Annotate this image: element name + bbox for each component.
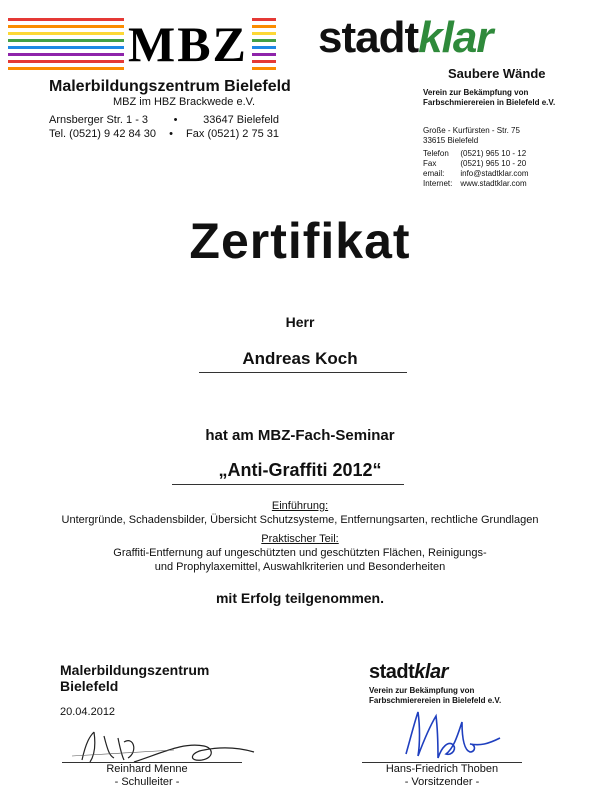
stadtklar-verein: Verein zur Bekämpfung von Farbschmierereien in Bielefeld e.V. bbox=[423, 88, 556, 107]
left-signer-role: - Schulleiter - bbox=[114, 776, 180, 788]
contact-row bbox=[423, 149, 537, 159]
footer-left-org bbox=[60, 662, 260, 694]
mbz-city: 33647 Bielefeld bbox=[203, 114, 279, 126]
contact-label: Telefon bbox=[423, 149, 449, 158]
mbz-address bbox=[49, 113, 279, 141]
contact-row bbox=[423, 169, 537, 179]
mbz-name: Malerbildungszentrum Bielefeld bbox=[49, 78, 291, 95]
stadtklar-logo-a: stadt bbox=[318, 13, 419, 62]
contact-label: Internet: bbox=[423, 179, 453, 188]
footer-stadtklar-logo bbox=[369, 660, 448, 684]
stadtklar-city: 33615 Bielefeld bbox=[423, 136, 479, 145]
seminar-underline bbox=[172, 484, 404, 485]
contact-label: Fax bbox=[423, 159, 437, 168]
issue-date: 20.04.2012 bbox=[60, 706, 116, 718]
contact-row bbox=[423, 179, 537, 189]
signature-right bbox=[396, 704, 506, 764]
separator-dot: • bbox=[173, 114, 178, 126]
separator-dot: • bbox=[169, 128, 173, 140]
footer-stadtklar-verein-line1: Verein zur Bekämpfung von bbox=[369, 686, 475, 695]
mbz-fax: Fax (0521) 2 75 31 bbox=[186, 128, 279, 140]
contact-value: (0521) 965 10 - 20 bbox=[460, 159, 527, 168]
section-heading-practical: Praktischer Teil: bbox=[261, 533, 339, 545]
stadtklar-address bbox=[423, 126, 573, 146]
contact-value: (0521) 965 10 - 12 bbox=[460, 149, 527, 158]
recipient-name: Andreas Koch bbox=[242, 349, 358, 368]
salutation: Herr bbox=[285, 314, 315, 330]
left-signer-name: Reinhard Menne bbox=[106, 763, 188, 775]
section-text-intro: Untergründe, Schadensbilder, Übersicht Schutzsysteme, Entfernungsarten, rechtliche Grundlagen bbox=[61, 514, 539, 526]
footer-stadtklar-verein bbox=[369, 686, 549, 706]
right-signer-name: Hans-Friedrich Thoben bbox=[385, 763, 499, 775]
mbz-logo-text: MBZ bbox=[124, 12, 252, 76]
right-signer-role: - Vorsitzender - bbox=[404, 776, 480, 788]
footer-stadtklar-logo-a: stadt bbox=[369, 661, 415, 683]
mbz-subtitle: MBZ im HBZ Brackwede e.V. bbox=[113, 96, 256, 108]
success-statement: mit Erfolg teilgenommen. bbox=[215, 590, 384, 606]
certificate-title: Zertifikat bbox=[189, 213, 411, 269]
contact-row bbox=[423, 159, 537, 169]
section-text-practical-line2: und Prophylaxemittel, Auswahlkriterien und Besonderheiten bbox=[154, 561, 446, 573]
mbz-street: Arnsberger Str. 1 - 3 bbox=[49, 114, 149, 126]
section-heading-intro: Einführung: bbox=[271, 500, 329, 512]
seminar-title: „Anti-Graffiti 2012“ bbox=[218, 460, 382, 480]
mbz-logo bbox=[8, 16, 276, 74]
name-underline bbox=[199, 372, 407, 373]
contact-value: info@stadtklar.com bbox=[460, 169, 529, 178]
seminar-intro: hat am MBZ-Fach-Seminar bbox=[205, 427, 395, 444]
stadtklar-tagline: Saubere Wände bbox=[448, 66, 546, 81]
footer-stadtklar-logo-b: klar bbox=[414, 661, 448, 683]
section-text-practical-line1: Graffiti-Entfernung auf ungeschützten und geschützten Flächen, Reinigungs- bbox=[113, 547, 487, 559]
mbz-phone: Tel. (0521) 9 42 84 30 bbox=[49, 128, 157, 140]
footer-left-org-line2: Bielefeld bbox=[60, 678, 119, 694]
contact-value: www.stadtklar.com bbox=[460, 179, 527, 188]
stadtklar-logo bbox=[318, 12, 492, 64]
stadtklar-street: Große - Kurfürsten - Str. 75 bbox=[423, 126, 520, 135]
stadtklar-contacts bbox=[423, 149, 537, 189]
footer-stadtklar-verein-line2: Farbschmierereien in Bielefeld e.V. bbox=[369, 696, 502, 705]
stadtklar-logo-b: klar bbox=[418, 13, 493, 62]
signature-left bbox=[64, 712, 264, 768]
footer-left-org-line1: Malerbildungszentrum bbox=[60, 662, 210, 678]
section-text-practical bbox=[0, 546, 600, 574]
contact-label: email: bbox=[423, 169, 445, 178]
